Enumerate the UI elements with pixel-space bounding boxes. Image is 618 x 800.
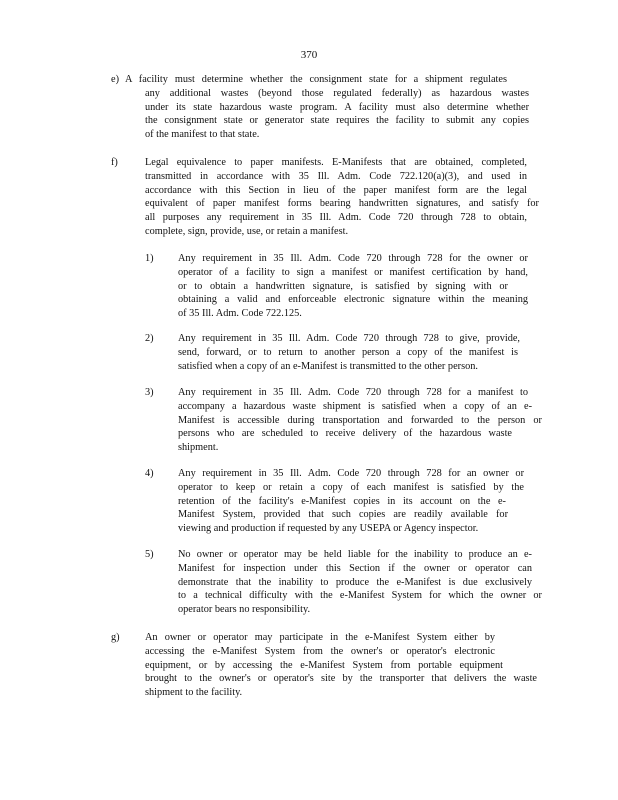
section-f-line-4: equivalent of paper manifest forms bearing handwritten signatures, and satisfy for [145, 198, 539, 210]
f-item-5-line-5: operator bears no responsibility. [178, 604, 311, 616]
f-item-5-line-2: Manifest for inspection under this Section if the owner or operator can [178, 562, 532, 574]
f-item-2-marker: 2) [145, 333, 154, 344]
f-item-4-line-2: operator to keep or retain a copy of each manifest is satisfied by the [178, 481, 524, 493]
section-f-marker: f) [111, 157, 118, 168]
section-f-line-2: transmitted in accordance with 35 Ill. Adm. Code 722.120(a)(3), and used in [145, 170, 527, 182]
f-item-3-line-4: persons who are scheduled to receive delivery of the hazardous waste [178, 428, 512, 440]
section-e-line-4: the consignment state or generator state requires the facility to submit any copies [145, 115, 529, 127]
f-item-4 [178, 467, 528, 536]
section-g-marker: g) [111, 632, 120, 643]
section-f-line-5: all purposes any requirement in 35 Ill. Adm. Code 720 through 728 to obtain, [145, 212, 527, 224]
f-item-5-line-1: No owner or operator may be held liable for the inability to produce an e- [178, 549, 532, 560]
section-e-marker: e) [111, 74, 119, 85]
f-item-2-line-1: Any requirement in 35 Ill. Adm. Code 720 through 728 to give, provide, [178, 333, 520, 344]
section-f-line-1: Legal equivalence to paper manifests. E-Manifests that are obtained, completed, [145, 157, 527, 168]
section-f-line-3: accordance with this Section in lieu of the paper manifest form are the legal [145, 184, 527, 196]
section-e-line-5: of the manifest to that state. [145, 129, 260, 141]
section-g-line-3: equipment, or by accessing the e-Manifest System from portable equipment [145, 659, 503, 671]
f-item-4-line-4: Manifest System, provided that such copies are readily available for [178, 509, 508, 521]
f-item-5 [178, 548, 542, 617]
section-g-line-2: accessing the e-Manifest System from the owner's or operator's electronic [145, 645, 495, 657]
page-number: 370 [300, 49, 318, 61]
f-item-3-marker: 3) [145, 387, 154, 398]
f-item-1-line-5: of 35 Ill. Adm. Code 722.125. [178, 308, 302, 320]
f-item-5-line-4: to a technical difficulty with the e-Manifest System for which the owner or [178, 590, 542, 602]
f-item-3-line-2: accompany a hazardous waste shipment is satisfied when a copy of an e- [178, 400, 532, 412]
f-item-3-line-3: Manifest is accessible during transportation and forwarded to the person or [178, 414, 542, 426]
f-item-4-line-5: viewing and production if requested by any USEPA or Agency inspector. [178, 523, 479, 535]
f-item-4-line-3: retention of the facility's e-Manifest copies in its account on the e- [178, 495, 506, 507]
f-item-1-line-2: operator of a facility to sign a manifest or manifest certification by hand, [178, 266, 528, 278]
section-g-line-4: brought to the owner's or operator's site by the transporter that delivers the waste [145, 673, 537, 685]
f-item-2-line-3: satisfied when a copy of an e-Manifest is transmitted to the other person. [178, 360, 478, 372]
section-e-line-1: A facility must determine whether the consignment state for a shipment regulates [125, 74, 507, 85]
f-item-2 [178, 332, 528, 373]
f-item-1-line-3: or to obtain a handwritten signature, is satisfied by signing with or [178, 280, 508, 292]
section-f-line-6: complete, sign, provide, use, or retain a manifest. [145, 225, 349, 237]
f-item-2-line-2: send, forward, or to return to another person a copy of the manifest is [178, 346, 518, 358]
f-item-1-line-1: Any requirement in 35 Ill. Adm. Code 720 through 728 for the owner or [178, 253, 528, 264]
f-item-4-line-1: Any requirement in 35 Ill. Adm. Code 720 through 728 for an owner or [178, 468, 524, 479]
f-item-3 [178, 386, 542, 455]
f-item-4-marker: 4) [145, 468, 154, 479]
section-g-line-5: shipment to the facility. [145, 687, 243, 699]
section-e-line-2: any additional wastes (beyond those regulated federally) as hazardous wastes [145, 87, 529, 99]
f-item-1 [178, 252, 528, 321]
f-item-1-line-4: obtaining a valid and enforceable electronic signature within the meaning [178, 294, 528, 306]
section-g-line-1: An owner or operator may participate in the e-Manifest System either by [145, 632, 495, 643]
f-item-5-line-3: demonstrate that the inability to produce the e-Manifest is due exclusively [178, 576, 532, 588]
f-item-1-marker: 1) [145, 253, 154, 264]
f-item-5-marker: 5) [145, 549, 154, 560]
f-item-3-line-1: Any requirement in 35 Ill. Adm. Code 720 through 728 for a manifest to [178, 387, 528, 398]
section-e-line-3: under its state hazardous waste program. A facility must also determine whether [145, 101, 529, 113]
f-item-3-line-5: shipment. [178, 442, 219, 454]
